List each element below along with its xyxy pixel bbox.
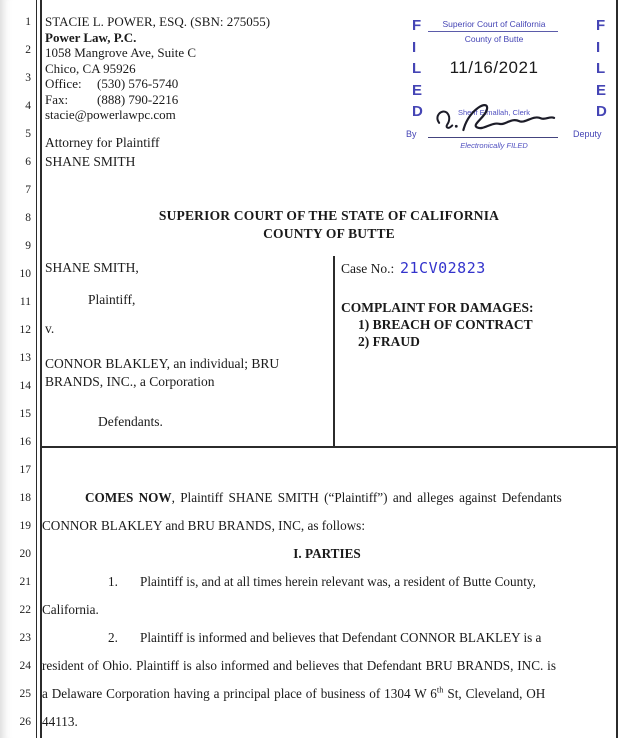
filed-letter: E [412,81,423,99]
case-number-label: Case No.: [341,261,395,276]
court-title-line2: COUNTY OF BUTTE [263,226,395,241]
filed-stamp [403,12,617,162]
left-rule-outer [36,0,37,738]
comes-now-text: COMES NOW [85,490,172,505]
attorney-email: stacie@powerlawpc.com [45,107,176,122]
body-paragraph-intro-line1 [85,489,562,507]
line-number: 24 [19,660,31,672]
caption-plaintiff-name: SHANE SMITH, [45,260,139,275]
para2-number: 2. [108,630,118,645]
line-number: 25 [19,688,31,700]
section-heading-parties: I. PARTIES [293,546,361,561]
line-number: 11 [19,296,31,308]
line-number: 16 [19,436,31,448]
stamp-court-line2: County of Butte [464,34,524,44]
line-number: 14 [19,380,31,392]
para1-line2: California. [42,602,99,617]
line-number: 12 [19,324,31,336]
complaint-count1: 1) BREACH OF CONTRACT [358,317,533,332]
stamp-signature-line [428,137,558,138]
fax-label: Fax: [45,91,69,107]
line-number: 2 [25,44,31,56]
line-number: 6 [25,156,31,168]
para2-line1: Plaintiff is informed and believes that Defendant CONNOR BLAKLEY is a [140,630,542,645]
para2-line2: resident of Ohio. Plaintiff is also informed and believes that Defendant BRU BRANDS, INC. is [42,658,556,673]
firm-name: Power Law, P.C. [45,29,137,45]
line-number: 7 [25,184,31,196]
stamp-efiled-text: Electronically FILED [460,141,528,150]
line-number: 4 [25,100,31,112]
line-number: 20 [19,548,31,560]
body-paragraph-intro-line2: CONNOR BLAKLEY and BRU BRANDS, INC, as follows: [42,518,365,533]
filed-letter: D [596,103,607,120]
complaint-title: COMPLAINT FOR DAMAGES: [341,300,534,315]
line-number: 5 [25,128,31,140]
line-number: 10 [19,268,31,280]
filed-letter: F [412,17,422,34]
office-number: (530) 576-5740 [97,76,179,91]
case-number-value: 21CV02823 [400,259,486,277]
para1-line1: Plaintiff is, and at all times herein relevant was, a resident of Butte County, [140,574,536,589]
line-number: 13 [19,352,31,364]
address-line2: Chico, CA 95926 [45,60,136,76]
line-number: 8 [25,212,31,224]
filed-letter: E [596,81,607,99]
intro-rest-text: , Plaintiff SHANE SMITH (“Plaintiff”) and alleges against Defendants [171,490,562,505]
filed-letter: I [412,38,417,56]
line-number: 15 [19,408,31,420]
stamp-date: 11/16/2021 [449,58,539,77]
filed-letter: L [596,60,606,77]
caption-divider [333,256,335,447]
address-line1: 1058 Mangrove Ave, Suite C [45,45,197,60]
line-number: 22 [19,604,31,616]
line-number: 3 [25,72,31,84]
caption-defendants-role: Defendants. [98,414,163,429]
attorney-for-label: Attorney for Plaintiff [45,135,160,150]
line-number: 23 [19,632,31,644]
filed-letter: F [596,17,606,34]
office-label: Office: [45,76,82,91]
stamp-clerk-text: Sherif Elmallah, Clerk [457,108,531,117]
stamp-underline [428,31,558,32]
client-name: SHANE SMITH [45,154,136,169]
caption-defendant-line2: BRANDS, INC., a Corporation [45,374,215,389]
filed-letter: D [412,103,423,120]
ordinal-superscript: th [436,684,444,695]
caption-bottom-rule [41,446,617,448]
clerk-signature [426,94,559,143]
line-number: 17 [19,464,31,476]
court-title-line1: SUPERIOR COURT OF THE STATE OF CALIFORNIA [158,208,500,223]
para2-line3-pre: a Delaware Corporation having a principal place of business of 1304 W 6 [42,686,437,701]
line-number: 21 [19,576,31,588]
attorney-name: STACIE L. POWER, ESQ. (SBN: 275055) [45,14,271,29]
caption-versus: v. [45,321,55,336]
para2-line3-post: St, Cleveland, OH [443,686,546,701]
line-number: 9 [25,240,31,252]
fax-number: (888) 790-2216 [97,91,179,107]
filed-letter: I [596,38,601,56]
stamp-deputy-label: Deputy [573,129,602,139]
para2-line4: 44113. [42,714,78,729]
para1-number: 1. [108,574,118,589]
caption-defendant-line1: CONNOR BLAKLEY, an individual; BRU [45,356,280,371]
line-number: 19 [19,520,31,532]
para2-line3 [42,685,545,703]
complaint-count2: 2) FRAUD [358,334,420,349]
left-rule-inner [40,0,42,738]
line-number: 1 [25,16,31,28]
line-number: 26 [19,716,31,728]
caption-plaintiff-role: Plaintiff, [88,292,136,307]
line-number: 18 [19,492,31,504]
stamp-court-line1: Superior Court of California [442,19,546,29]
stamp-by-label: By [406,129,417,139]
filed-letter: L [412,60,422,77]
